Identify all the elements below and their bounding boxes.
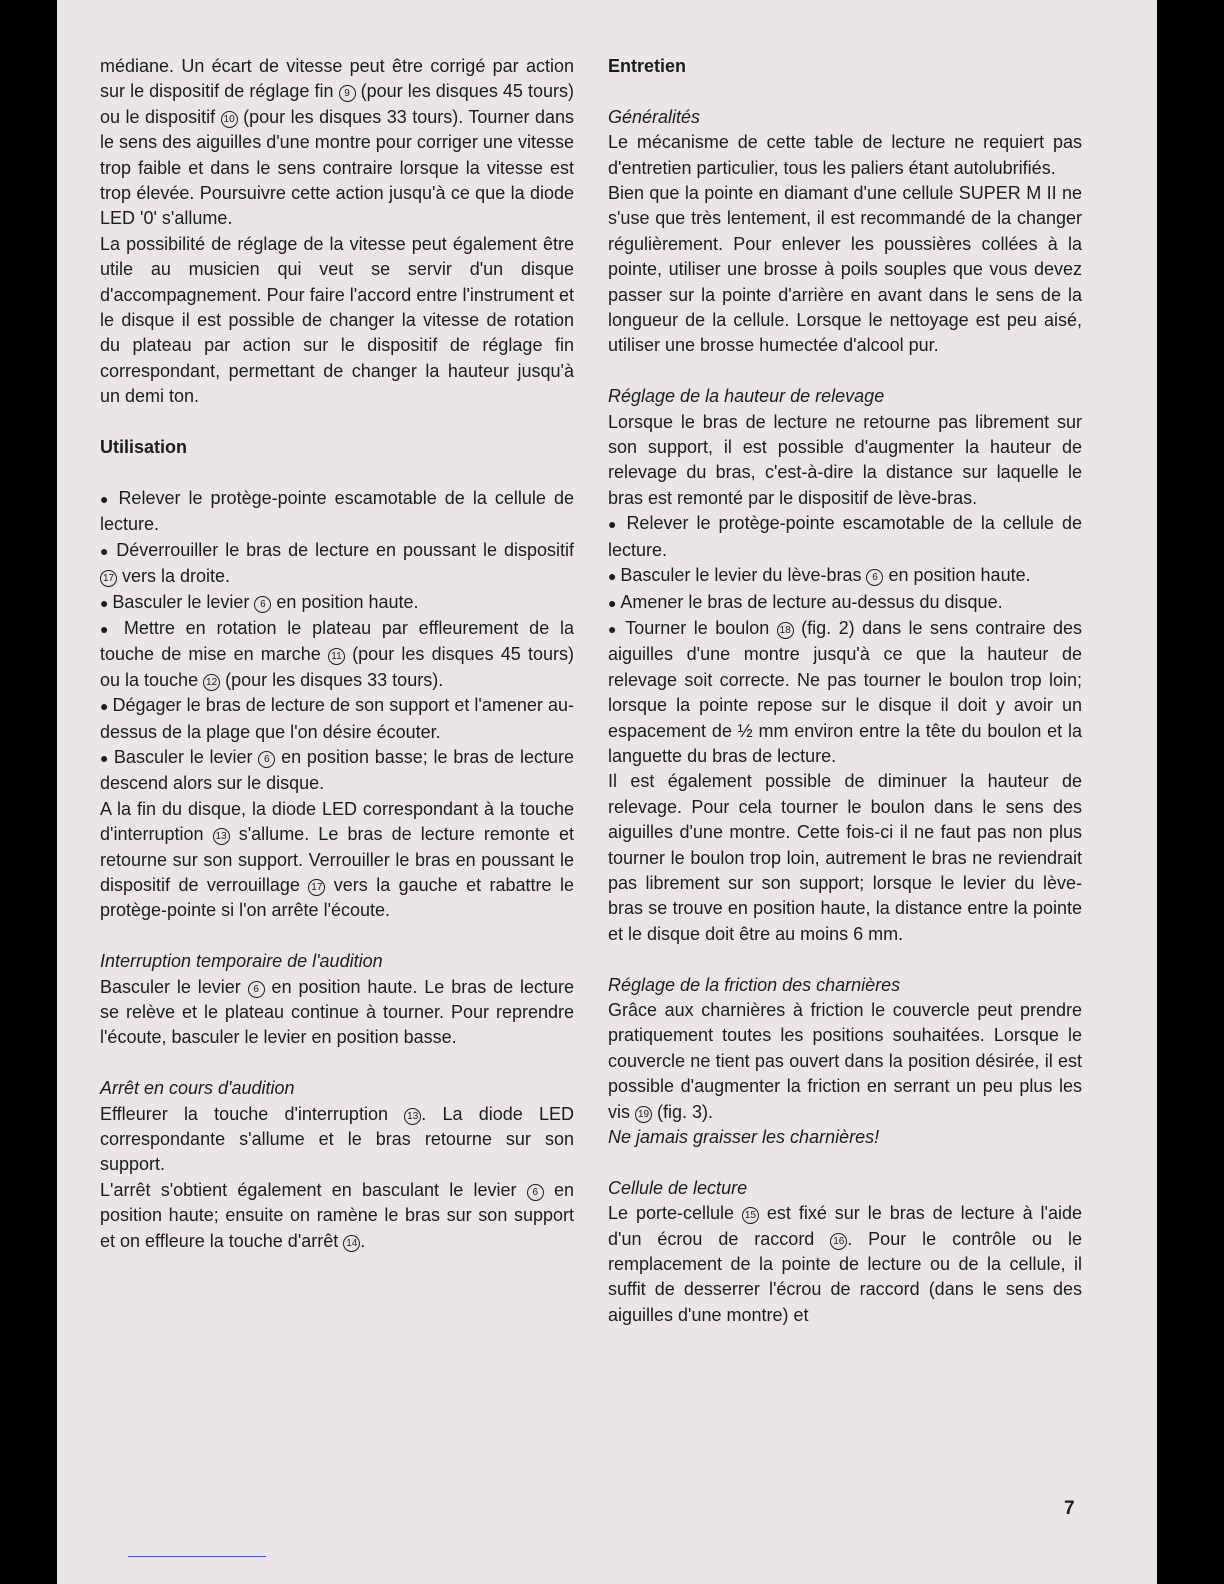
heading-reglage-friction: Réglage de la friction des charnières [608,974,901,995]
ref-16: 16 [830,1233,847,1250]
paragraph-interruption: Basculer le levier 6 en position haute. Le bras de lecture se relève et le plateau continue à tourner. Pour reprendre l'écoute, basculer le levier en position basse. [100,976,575,1048]
paragraph-lift-height: Lorsque le bras de lecture ne retourne pas librement sur son support, il est possible d'augmenter la hauteur de relevage du bras, c'est-à-dire la distance sur laquelle le bras est remonté par le dispositif de lève-bras. [608,411,1082,508]
paragraph-speed-correction: médiane. Un écart de vitesse peut être corrigé par action sur le dispositif de réglage fin 9 (pour les disques 45 tours) ou le dispositif 10 (pour les disques 33 tours). Tourner dans le sens des aiguilles d'une montre pour corriger une vitesse trop faible et dans le sens contraire lorsque la vitesse est trop élevée. Poursuivre cette action jusqu'à ce que la diode LED '0' s'allume. [100,56,574,229]
scan-border-right [1157,0,1224,1584]
ref-10: 10 [221,111,238,128]
ref-18: 18 [777,622,794,639]
paragraph-musician: La possibilité de réglage de la vitesse peut également être utile au musicien qui veut se servir d'un disque d'accompagnement. Pour faire l'accord entre l'instrument et le disque il est possible de changer la vitesse de rotation du plateau par action sur le dispositif de réglage fin correspondant, permettant de changer la hauteur jusqu'à un demi ton. [100,233,574,407]
ref-13: 13 [404,1108,421,1125]
paragraph-decrease-height: Il est également possible de diminuer la hauteur de relevage. Pour cela tourner le boulon dans le sens des aiguilles d'une montre. Cette fois-ci il ne faut pas non plus tourner le boulon trop loin, autrement le bras ne reviendrait pas librement sur son support; lorsque le levier du lève-bras se trouve en position haute, la distance entre la pointe et le disque doit être au moins 6 mm. [608,771,1082,944]
ref-6: 6 [866,569,883,586]
heading-interruption: Interruption temporaire de l'audition [100,951,383,972]
ref-14: 14 [343,1235,360,1252]
ref-11: 11 [328,648,345,665]
heading-generalites: Généralités [608,106,701,127]
paragraph-hinges: Grâce aux charnières à friction le couvercle peut prendre pratiquement toutes les positions souhaitées. Lorsque le couvercle ne tient pas ouvert dans la position désirée, il est possible d'augmenter la friction en serrant un peu plus les vis 19 (fig. 3). [608,999,1082,1122]
heading-entretien: Entretien [608,56,687,76]
ref-6: 6 [254,596,271,613]
ref-9: 9 [339,85,356,102]
heading-utilisation: Utilisation [100,437,188,458]
heading-reglage-hauteur: Réglage de la hauteur de relevage [608,386,885,407]
ref-17: 17 [308,879,325,896]
bullet-item: ● Amener le bras de lecture au-dessus du disque. [608,590,1082,616]
bullet-item: ● Basculer le levier du lève-bras 6 en position haute. [608,563,1082,589]
heading-cellule: Cellule de lecture [608,1177,748,1198]
ref-15: 15 [742,1207,759,1224]
bullet-item: ● Basculer le levier 6 en position haute. [100,590,574,616]
warning-no-grease: Ne jamais graisser les charnières! [608,1127,880,1148]
paragraph-maintenance: Le mécanisme de cette table de lecture ne requiert pas d'entretien particulier, tous les paliers étant autolubrifiés. [608,132,1082,178]
page-number: 7 [1064,1498,1075,1519]
ref-6: 6 [248,981,265,998]
paragraph-cartridge: Le porte-cellule 15 est fixé sur le bras de lecture à l'aide d'un écrou de raccord 16 . Pour le contrôle ou le remplacement de la pointe de lecture ou de la cellule, il suffit de desserrer l'écrou de raccord (dans le sens des aiguilles d'une montre) et [608,1203,1082,1325]
bullet-item: ● Mettre en rotation le plateau par effleurement de la touche de mise en marche 11 (pour les disques 45 tours) ou la touche 12 (pour les disques 33 tours). [100,616,574,693]
paragraph-arret-lever: L'arrêt s'obtient également en basculant le levier 6 en position haute; ensuite on ramène le bras sur son support et on effleure la touche d'arrêt 14 . [100,1179,574,1251]
ref-6: 6 [527,1184,544,1201]
underline-mark [128,1556,266,1557]
ref-12: 12 [203,674,220,691]
paragraph-arret: Effleurer la touche d'interruption 13 . La diode LED correspondante s'allume et le bras retourne sur son support. [100,1103,574,1175]
bullet-item: ● Tourner le boulon 18 (fig. 2) dans le sens contraire des aiguilles d'une montre jusqu'à ce que la hauteur de relevage soit correcte. Ne pas tourner le boulon trop loin; lorsque la pointe repose sur le disque il doit y avoir un espacement de ½ mm environ entre la tête du boulon et la languette du bras de lecture. [608,616,1082,769]
ref-19: 19 [635,1106,652,1123]
scan-border-left [0,0,57,1584]
ref-13: 13 [213,828,230,845]
ref-17: 17 [100,570,117,587]
bullet-item: ● Dégager le bras de lecture de son support et l'amener au-dessus de la plage que l'on désire écouter. [100,693,574,745]
right-column [608,54,1082,1328]
bullet-item: ● Relever le protège-pointe escamotable de la cellule de lecture. [608,511,1082,563]
paragraph-diamond-stylus: Bien que la pointe en diamant d'une cellule SUPER M II ne s'use que très lentement, il est recommandé de la changer régulièrement. Pour enlever les poussières collées à la pointe, utiliser une brosse à poils souples que vous devez passer sur la pointe d'arrière en avant dans le sens de la longueur de la cellule. Lorsque le nettoyage est peu aisé, utiliser une brosse humectée d'alcool pur. [608,183,1082,356]
bullet-item: ● Déverrouiller le bras de lecture en poussant le dispositif 17 vers la droite. [100,538,574,590]
paragraph-end-of-record: A la fin du disque, la diode LED correspondant à la touche d'interruption 13 s'allume. Le bras de lecture remonte et retourne sur son support. Verrouiller le bras en poussant le dispositif de verrouillage 17 vers la gauche et rabattre le protège-pointe si l'on arrête l'écoute. [100,798,574,921]
ref-6: 6 [258,751,275,768]
left-column [100,54,574,1254]
bullet-item: ● Basculer le levier 6 en position basse; le bras de lecture descend alors sur le disque. [100,745,574,797]
heading-arret: Arrêt en cours d'audition [100,1078,295,1099]
bullet-item: ● Relever le protège-pointe escamotable de la cellule de lecture. [100,486,574,538]
